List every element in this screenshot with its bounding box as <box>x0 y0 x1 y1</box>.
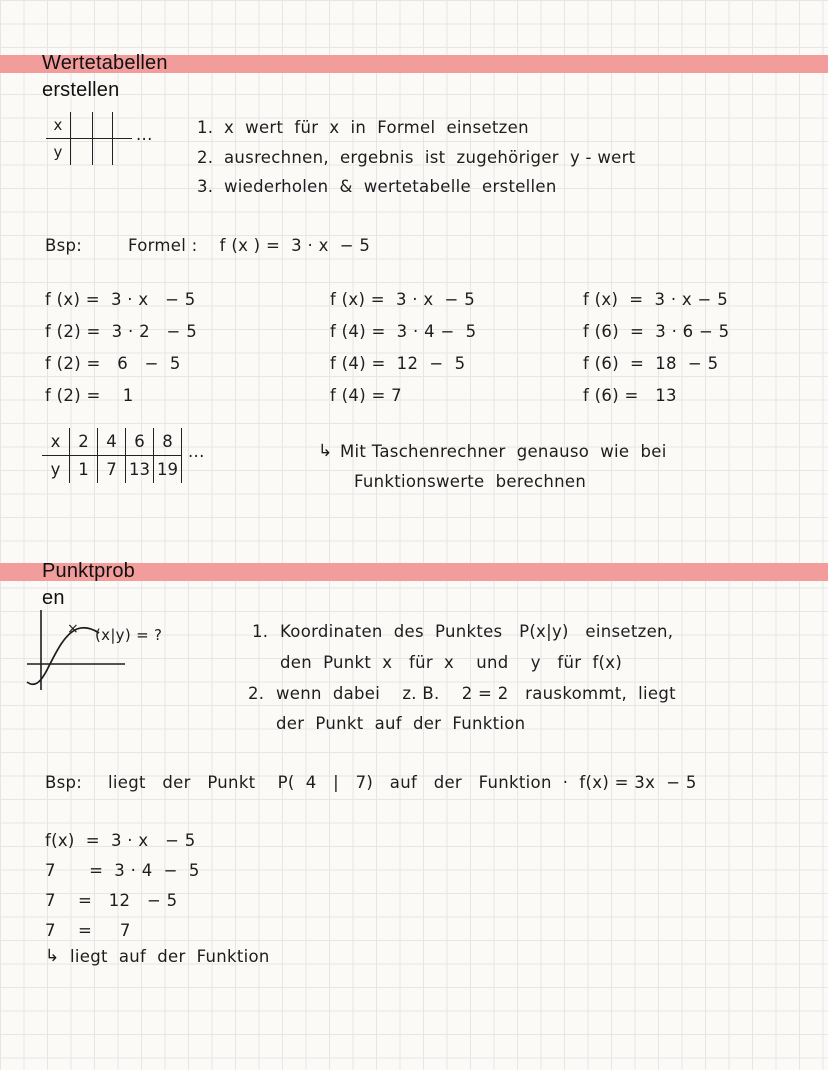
function-curve-sketch <box>25 602 195 702</box>
step-text: wiederholen & wertetabelle erstellen <box>224 177 557 196</box>
mini-table-sketch <box>46 112 132 165</box>
conclusion-arrow-icon: ↳ <box>45 946 60 966</box>
section-subtitle-erstellen: erstellen <box>42 79 120 101</box>
calc-line: f (6) = 18 − 5 <box>583 354 719 373</box>
calc-line: 7 = 12 − 5 <box>45 891 178 910</box>
calc-line: f (2) = 6 − 5 <box>45 354 181 373</box>
step-text: der Punkt auf der Funktion <box>276 714 526 733</box>
step-number: 2. <box>248 684 265 703</box>
calc-line: f (x) = 3 · x − 5 <box>583 290 729 309</box>
mini-table-empty-cell <box>70 112 92 139</box>
value-table <box>42 428 182 483</box>
calc-line: f (2) = 1 <box>45 386 134 405</box>
point-marker-icon: × <box>67 621 79 637</box>
note-line: Funktionswerte berechnen <box>354 472 587 491</box>
sketch-point-label: (x|y) = ? <box>95 626 163 644</box>
note-line: Mit Taschenrechner genauso wie bei <box>340 442 667 461</box>
step-text: x wert für x in Formel einsetzen <box>224 118 529 137</box>
example-formula: Formel : f (x ) = 3 · x − 5 <box>128 236 371 255</box>
calc-line: f (6) = 3 · 6 − 5 <box>583 322 730 341</box>
calc-line: f (4) = 7 <box>330 386 402 405</box>
calc-line: f (x) = 3 · x − 5 <box>45 290 196 309</box>
value-table-cell: 19 <box>154 456 182 483</box>
step-text: ausrechnen, ergebnis ist zugehöriger y - wert <box>224 148 636 167</box>
value-table-cell: 7 <box>98 456 126 483</box>
value-table-cell: y <box>42 456 70 483</box>
calc-line: f (2) = 3 · 2 − 5 <box>45 322 198 341</box>
value-table-cell: 2 <box>70 428 98 456</box>
verification-calc <box>45 826 200 946</box>
value-table-cell: 13 <box>126 456 154 483</box>
example-label: Bsp: <box>45 236 83 255</box>
calc-line: 7 = 7 <box>45 921 131 940</box>
step-text: Koordinaten des Punktes P(x|y) einsetzen, <box>280 622 674 641</box>
example-label: Bsp: <box>45 773 83 792</box>
value-table-cell: 1 <box>70 456 98 483</box>
step-text: wenn dabei z. B. 2 = 2 rauskommt, liegt <box>276 684 676 703</box>
section-title-punktprobe: Punktprob <box>42 560 135 582</box>
note-arrow-icon: ↳ <box>318 441 333 461</box>
section-title-wertetabellen: Wertetabellen <box>42 52 168 74</box>
mini-table-empty-cell <box>112 139 132 165</box>
step-number: 3. <box>197 177 214 196</box>
calc-line: f(x) = 3 · x − 5 <box>45 831 196 850</box>
step-text: den Punkt x für x und y für f(x) <box>280 653 623 672</box>
calc-line: f (4) = 12 − 5 <box>330 354 466 373</box>
value-table-cell: 4 <box>98 428 126 456</box>
value-table-dots: ... <box>188 442 205 461</box>
value-table-cell: 6 <box>126 428 154 456</box>
calc-line: 7 = 3 · 4 − 5 <box>45 861 200 880</box>
value-table-cell: x <box>42 428 70 456</box>
mini-table-empty-cell <box>92 139 112 165</box>
mini-table-empty-cell <box>112 112 132 139</box>
step-number: 1. <box>197 118 214 137</box>
mini-table-dots: ... <box>136 125 153 144</box>
calc-line: f (x) = 3 · x − 5 <box>330 290 476 309</box>
example-text: liegt der Punkt P( 4 | 7) auf der Funktion · f(x) = 3x − 5 <box>108 773 697 792</box>
curve-path <box>27 628 99 685</box>
mini-table-x-label: x <box>46 112 70 139</box>
step-number: 2. <box>197 148 214 167</box>
calc-line: f (6) = 13 <box>583 386 677 405</box>
section-subtitle-en: en <box>42 587 65 609</box>
mini-table-y-label: y <box>53 143 63 161</box>
mini-table-empty-cell <box>92 112 112 139</box>
value-table-cell: 8 <box>154 428 182 456</box>
mini-table-empty-cell <box>70 139 92 165</box>
calc-line: f (4) = 3 · 4 − 5 <box>330 322 477 341</box>
conclusion-text: liegt auf der Funktion <box>70 947 270 966</box>
step-number: 1. <box>252 622 269 641</box>
